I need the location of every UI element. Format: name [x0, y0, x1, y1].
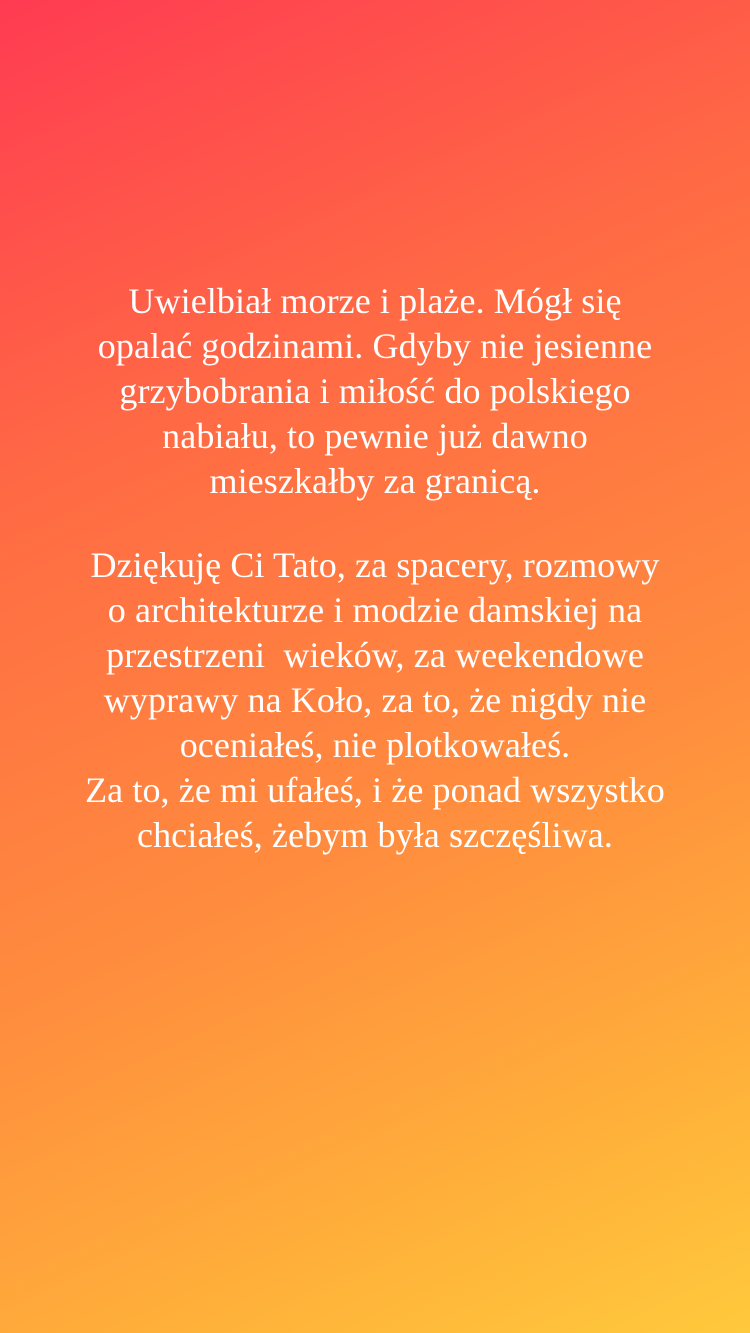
text-line: chciałeś, żebym była szczęśliwa. [137, 815, 613, 855]
text-line: nabiału, to pewnie już dawno [162, 416, 588, 456]
text-line: opalać godzinami. Gdyby nie jesienne [97, 326, 653, 366]
text-line: oceniałeś, nie plotkowałeś. [179, 725, 571, 765]
text-line: Dziękuję Ci Tato, za spacery, rozmowy [90, 545, 660, 585]
text-line: Za to, że mi ufałeś, i że ponad wszystko [85, 770, 665, 810]
story-text-paragraph-2 [40, 543, 710, 858]
text-line: grzybobrania i miłość do polskiego [119, 371, 631, 411]
text-line: o architekturze i modzie damskiej na [107, 590, 643, 630]
text-line: mieszkałby za granicą. [209, 461, 541, 501]
text-line: Uwielbiał morze i plaże. Mógł się [128, 281, 622, 321]
text-line: wyprawy na Koło, za to, że nigdy nie [103, 680, 647, 720]
story-text-paragraph-1 [40, 279, 710, 504]
text-line: przestrzeni wieków, za weekendowe [106, 635, 644, 675]
